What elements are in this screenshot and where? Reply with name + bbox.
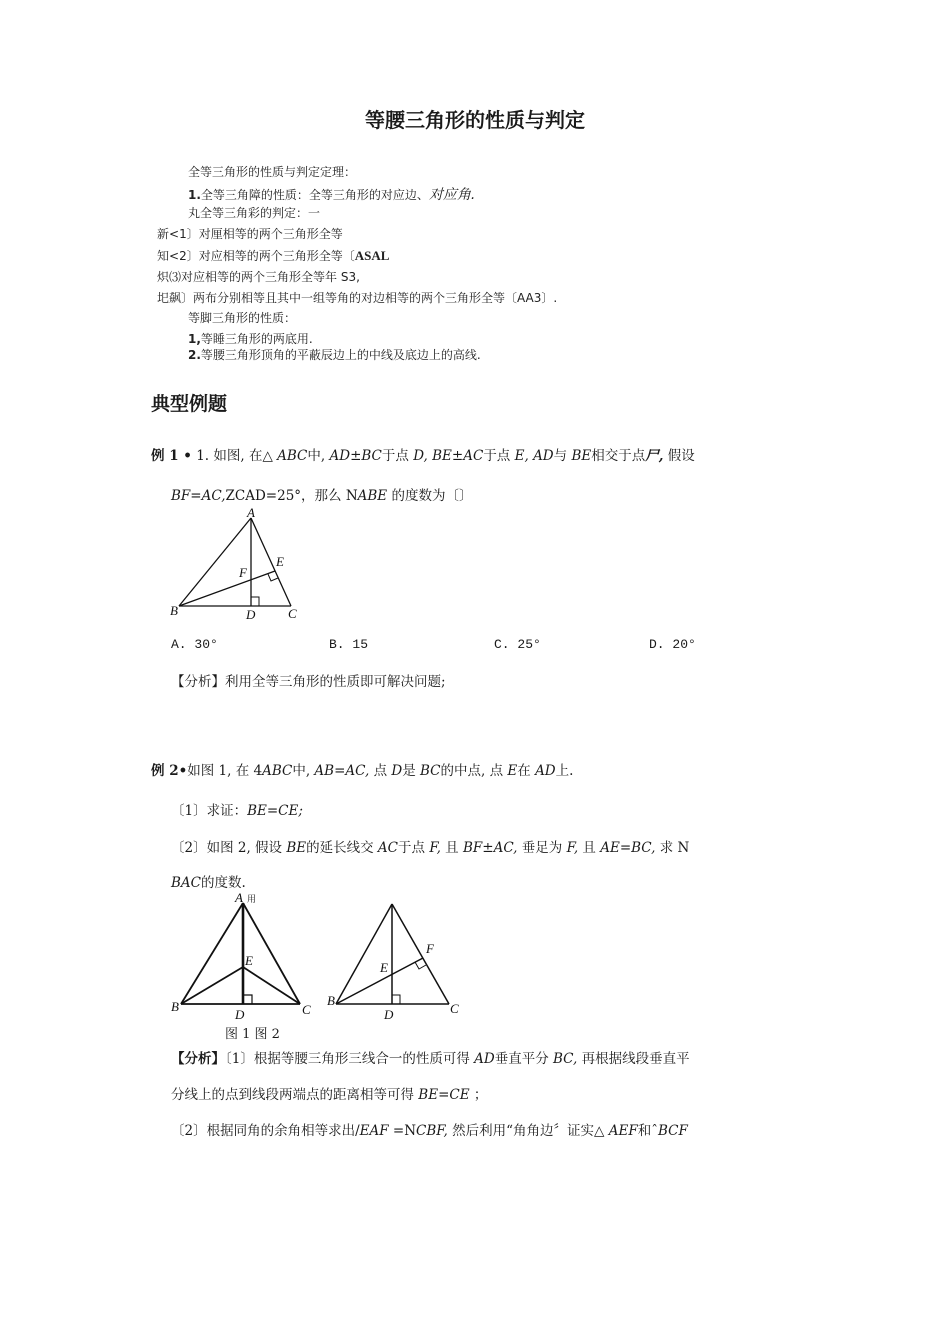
ex1-var: BC — [361, 448, 382, 464]
ex2-var: D — [391, 763, 403, 779]
option-d[interactable] — [649, 637, 696, 652]
option-c[interactable] — [494, 637, 541, 652]
ex2-var: F, — [429, 840, 441, 856]
ex2-label: 例 2• — [151, 763, 188, 779]
judge-rule-3-text: ⑶对应相等的两个三角形全等年 S3, — [169, 270, 360, 284]
ex2-figure-1 — [165, 888, 325, 1026]
ex2-var: E — [507, 763, 518, 779]
ex1-text: 于点 — [381, 448, 414, 464]
judge-rule-2-text: <2〕对应相等的两个三角形全等〔 — [169, 249, 355, 263]
ex2-text: 然后利用“角角边〞证实△ — [447, 1123, 609, 1139]
ex2-text: 〔1〕根据等腰三角形三线合一的性质可得 — [225, 1051, 475, 1067]
ex2-text: 于点 — [398, 840, 430, 856]
analysis-tag: 【分析】 — [171, 674, 225, 690]
page-title: 等腰三角形的性质与判定 — [365, 108, 585, 132]
line-be — [181, 967, 243, 1004]
ex1-var: D, — [413, 448, 428, 464]
judge-rule-2 — [157, 247, 389, 264]
ex2-var: BF±AC, — [462, 840, 518, 856]
ex1-var: ABC — [277, 448, 308, 464]
ex2-text: 〔1〕求证： — [171, 803, 248, 819]
label-b: B — [171, 999, 179, 1014]
ex2-q1 — [171, 799, 303, 819]
ex2-text: 垂足为 — [517, 840, 567, 856]
option-value: 25° — [517, 637, 541, 652]
ex2-text: 〔2〕如图 2, 假设 — [171, 840, 287, 856]
ex2-analysis-2 — [171, 1119, 688, 1139]
line-ab — [181, 903, 243, 1004]
ex2-text: 是 — [402, 763, 421, 779]
ex1-text: 1. 如图, 在△ — [191, 448, 278, 464]
ex1-var: AD — [329, 448, 351, 464]
ex2-text: 的延长线交 — [306, 840, 378, 856]
ex1-var: AD — [533, 448, 554, 464]
ex2-text: 分线上的点到线段两端点的距离相等可得 — [171, 1087, 419, 1103]
iso-property-2-text: 等腰三角形顶角的平蔽辰边上的中线及底边上的高线. — [200, 348, 481, 362]
section-title: 典型例题 — [151, 393, 228, 415]
line-ac — [251, 518, 291, 606]
ex2-q2 — [171, 836, 689, 856]
ex2-text: 〔2〕根据同角的余角相等求出/ — [171, 1123, 360, 1139]
label-d: D — [235, 1007, 245, 1022]
iso-property-1 — [188, 330, 313, 347]
ex2-var: AEF — [608, 1123, 638, 1139]
ex1-text: ZCAD — [225, 488, 266, 504]
label-c: C — [302, 1002, 311, 1017]
ex2-var: AD — [535, 763, 556, 779]
ex2-analysis-1-line2 — [171, 1083, 487, 1103]
ex1-var: E, — [514, 448, 529, 464]
right-angle-d — [392, 995, 400, 1004]
line-ac — [392, 904, 449, 1004]
option-key: B. — [329, 637, 345, 652]
property-number: 1. — [188, 188, 201, 202]
label-c: C — [450, 1001, 459, 1016]
option-a[interactable] — [171, 637, 218, 652]
label-a-extra: 用 — [247, 894, 257, 904]
ex1-text: 的度数为〔〕 — [387, 488, 473, 504]
ex2-question — [151, 759, 573, 779]
ex1-figure — [165, 505, 310, 625]
option-value: 30° — [194, 637, 218, 652]
ex2-text: 且 — [440, 840, 463, 856]
ex2-text: 如图 1, 在 4 — [187, 763, 263, 779]
label-b: B — [170, 603, 178, 618]
analysis-tag: 【分析】 — [171, 1051, 225, 1067]
judge-rule-4-text: 飙〕两布分别相等且其中一组等角的对边相等的两个三角形全等〔AA3〕. — [169, 291, 558, 305]
label-f: F — [426, 941, 434, 956]
ex1-var: BF=AC, — [171, 488, 226, 504]
ex2-figure-2 — [325, 895, 475, 1023]
ex1-analysis — [171, 670, 446, 690]
iso-property-2 — [188, 346, 481, 363]
ex1-text: 相交于点 — [591, 448, 646, 464]
ex2-var: AE=BC, — [600, 840, 656, 856]
ex2-var: EAF — [359, 1123, 389, 1139]
iso-property-1-text: 等睡三角形的两底用. — [200, 332, 313, 346]
judge-rule-1-text: <1〕对厘相等的两个三角形全等 — [169, 227, 343, 241]
option-value: 20° — [672, 637, 696, 652]
ex2-text: 中, — [292, 763, 315, 779]
ex1-text: =25°，那么 N — [265, 488, 358, 504]
ex2-text: 的中点, 点 — [440, 763, 508, 779]
ex2-text: 垂直平分 — [494, 1051, 554, 1067]
ex2-text: 求 N — [655, 840, 690, 856]
ex2-var: CBF, — [416, 1123, 448, 1139]
option-value: 15 — [352, 637, 369, 652]
ex2-var: BE — [286, 840, 307, 856]
label-e: E — [380, 960, 388, 975]
ex1-text: 中, — [307, 448, 330, 464]
ex2-text: 在 — [517, 763, 536, 779]
right-angle-d — [251, 597, 259, 606]
label-d: D — [246, 607, 256, 622]
ex2-var: BCF — [657, 1123, 688, 1139]
ex2-var: BE=CE; — [247, 803, 303, 819]
judge-rule-4 — [157, 289, 557, 306]
ex2-var: BAC — [171, 875, 201, 891]
judge-rule-1-prefix: 新 — [157, 227, 170, 241]
property-text: 全等三角障的性质：全等三角形的对应边、 — [200, 188, 429, 202]
judge-rule-4-prefix: 圯 — [157, 291, 170, 305]
ex1-var: 尸, — [645, 448, 664, 464]
right-angle-d — [243, 995, 252, 1004]
ex2-var: F, — [566, 840, 579, 856]
ex2-var: ABC — [262, 763, 293, 779]
ex1-question-line2 — [171, 484, 472, 504]
iso-property-1-number: 1, — [188, 332, 201, 346]
ex2-var: BE=CE — [418, 1087, 470, 1103]
ex1-text: ± — [451, 448, 464, 464]
ex1-text: 假设 — [663, 448, 695, 464]
ex2-text: ； — [469, 1087, 488, 1103]
ex2-text: 再根据线段垂直平 — [577, 1051, 690, 1067]
ex2-text: 点 — [369, 763, 392, 779]
ex1-label: 例 1 • — [151, 448, 192, 464]
ex2-text: =N — [388, 1123, 417, 1139]
judge-rule-3 — [157, 268, 360, 285]
ex2-var: AD — [474, 1051, 495, 1067]
ex1-var: ABE — [357, 488, 388, 504]
option-b[interactable] — [329, 637, 368, 652]
ex1-question — [151, 444, 695, 464]
option-key: C. — [494, 637, 510, 652]
ex2-text: 且 — [578, 840, 601, 856]
ex2-text: 和ˆ — [637, 1123, 658, 1139]
ex2-var: BC — [420, 763, 441, 779]
iso-heading: 等脚三角形的性质： — [188, 311, 297, 325]
ex1-var: BE — [571, 448, 592, 464]
analysis-text: 利用全等三角形的性质即可解决问题; — [225, 674, 446, 690]
judge-rule-2-tag: ASAL — [354, 248, 390, 263]
label-e: E — [276, 554, 284, 569]
option-key: A. — [171, 637, 187, 652]
label-a: A — [247, 505, 255, 520]
ex2-var: BC, — [553, 1051, 578, 1067]
ex2-var: AB=AC, — [314, 763, 370, 779]
ex2-analysis-1 — [171, 1047, 690, 1067]
judge-rule-2-prefix: 知 — [157, 249, 170, 263]
ex1-var: AC — [463, 448, 484, 464]
label-b: B — [327, 993, 335, 1008]
option-key: D. — [649, 637, 665, 652]
judge-rule-1 — [157, 225, 343, 242]
theory-heading: 全等三角形的性质与判定定理： — [188, 165, 357, 179]
label-a: A — [235, 890, 243, 905]
ex1-text: 与 — [553, 448, 572, 464]
ex1-text: ± — [350, 448, 362, 464]
label-c: C — [288, 606, 297, 621]
label-d: D — [384, 1007, 394, 1022]
ex2-text: 的度数. — [201, 875, 246, 891]
property-emphasis: 对应角. — [428, 187, 476, 203]
figure-caption: 图 1 图 2 — [225, 1027, 280, 1042]
ex2-text: 上. — [555, 763, 574, 779]
iso-property-2-number: 2. — [188, 348, 201, 362]
label-f: F — [239, 565, 247, 580]
theory-property — [188, 184, 475, 204]
ex2-var: AC — [377, 840, 399, 856]
ex1-text: 于点 — [483, 448, 515, 464]
theory-judge-heading: 丸全等三角彩的判定：一 — [188, 206, 321, 220]
label-e: E — [245, 953, 253, 968]
judge-rule-3-prefix: 炽 — [157, 270, 170, 284]
ex1-var: BE — [432, 448, 452, 464]
right-angle-f — [415, 962, 426, 969]
